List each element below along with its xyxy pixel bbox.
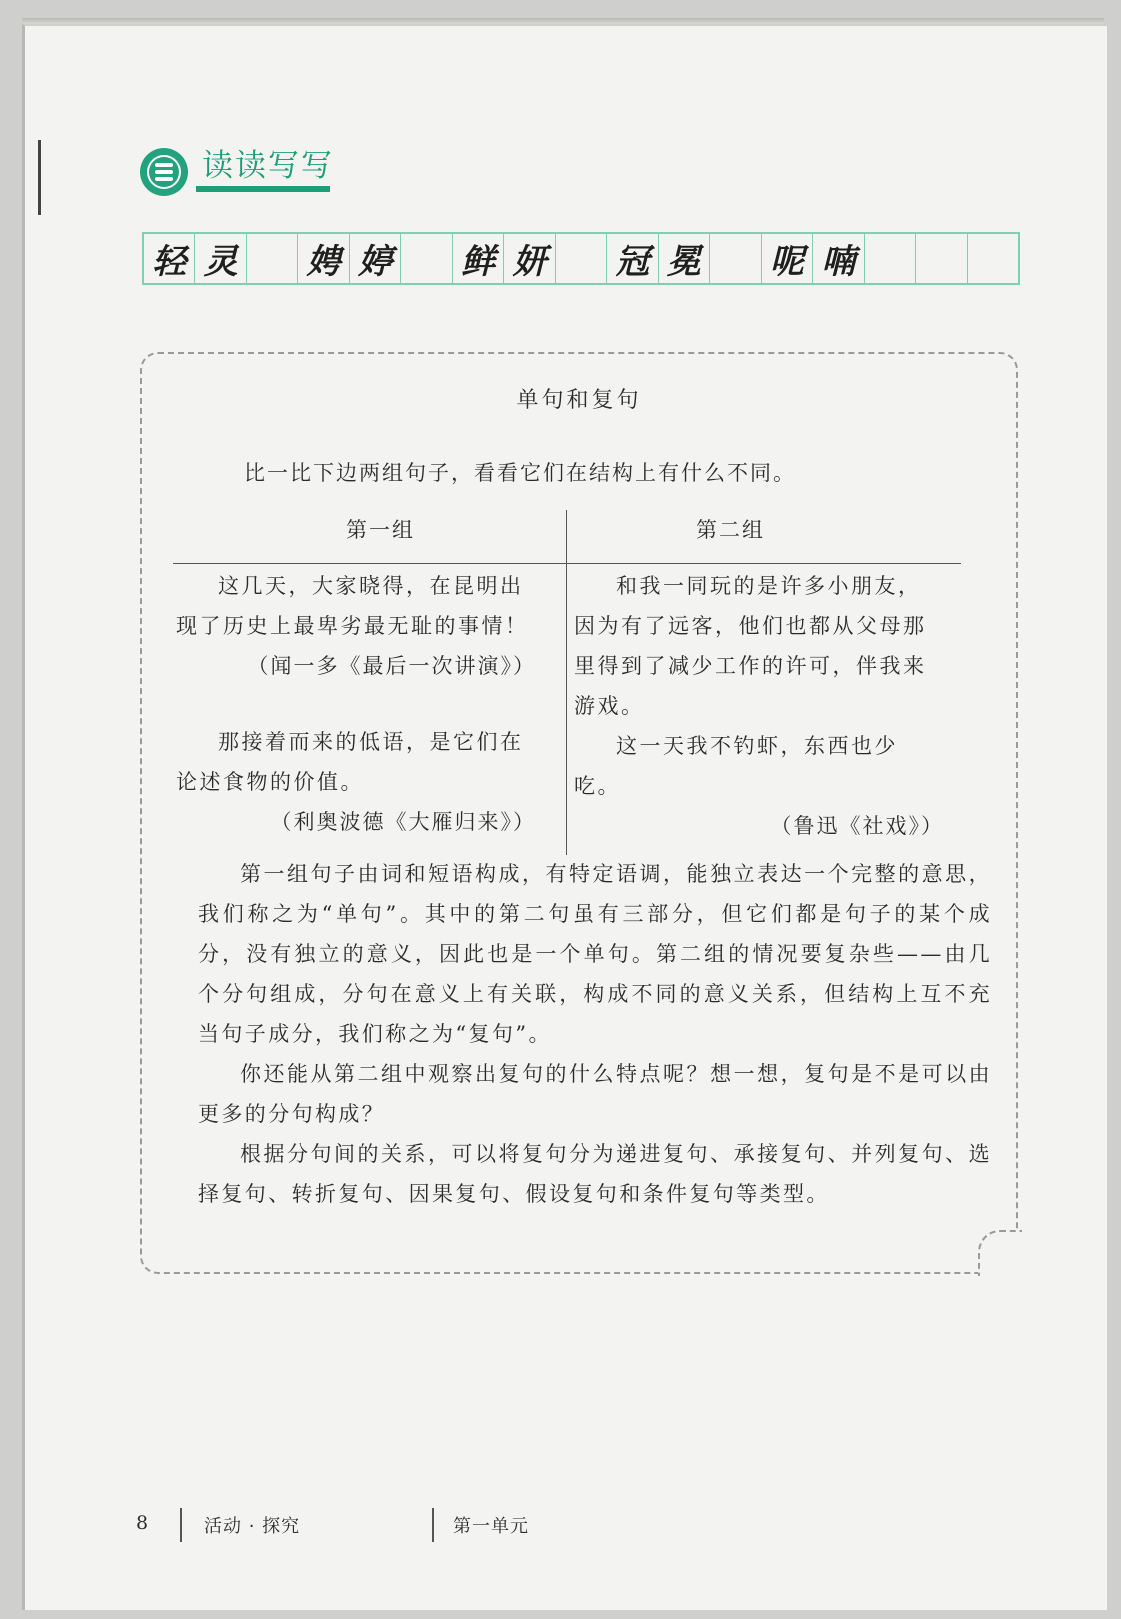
vocab-cell-blank xyxy=(710,234,761,283)
section-number-icon xyxy=(140,148,188,196)
example-text: 这几天，大家晓得，在昆明出现了历史上最卑劣最无耻的事情！ xyxy=(176,574,529,638)
example-source: （鲁迅《社戏》） xyxy=(770,814,944,838)
vocab-cell-blank xyxy=(556,234,607,283)
vocab-cell-blank xyxy=(247,234,298,283)
vocab-cell: 娉 xyxy=(298,234,349,283)
footer-unit: 第一单元 xyxy=(453,1516,529,1537)
knowledge-title: 单句和复句 xyxy=(516,388,642,413)
vocab-cell: 婷 xyxy=(350,234,401,283)
footer-separator xyxy=(432,1508,434,1542)
explanation-paragraph: 第一组句子由词和短语构成，有特定语调，能独立表达一个完整的意思，我们称之为“单句”。其中的第二句虽有三部分，但它们都是句子的某个成分，没有独立的意义，因此也是一个单句。第二组的情况要复杂些——由几个分句组成，分句在意义上有关联，构成不同的意义关系，但结构上互不充当句子成分，我们称之为“复句”。 xyxy=(198,862,992,1046)
example-source: （利奥波德《大雁归来》） xyxy=(270,810,536,834)
vocab-cell: 鲜 xyxy=(453,234,504,283)
explanation-text xyxy=(198,854,992,1214)
vocab-cell-blank xyxy=(968,234,1018,283)
explanation-paragraph: 根据分句间的关系，可以将复句分为递进复句、承接复句、并列复句、选择复句、转折复句、因果复句、假设复句和条件复句等类型。 xyxy=(198,1142,992,1206)
section-title: 读读写写 xyxy=(202,148,334,184)
vocab-cell: 冕 xyxy=(659,234,710,283)
page-margin-mark xyxy=(38,140,41,215)
group-one-example-1 xyxy=(176,566,536,686)
vocab-cell-blank xyxy=(865,234,916,283)
example-text: 和我一同玩的是许多小朋友，因为有了远客，他们也都从父母那里得到了减少工作的许可，伴我来游戏。 xyxy=(574,574,927,718)
explanation-paragraph: 你还能从第二组中观察出复句的什么特点呢？想一想，复句是不是可以由更多的分句构成？ xyxy=(198,1062,992,1126)
example-source: （闻一多《最后一次讲演》） xyxy=(247,654,536,678)
group-two-heading: 第二组 xyxy=(696,518,765,542)
vocab-cell-blank xyxy=(916,234,967,283)
footer-category: 活动 · 探究 xyxy=(204,1516,301,1537)
group-two-example-2 xyxy=(574,726,944,846)
section-title-underline xyxy=(196,186,330,192)
vocab-cell: 灵 xyxy=(195,234,246,283)
group-one-heading: 第一组 xyxy=(346,518,415,542)
group-one-example-2 xyxy=(176,722,536,842)
table-divider-vertical xyxy=(566,510,567,855)
knowledge-intro: 比一比下边两组句子，看看它们在结构上有什么不同。 xyxy=(244,461,796,485)
vocab-cell: 喃 xyxy=(813,234,864,283)
example-text: 那接着而来的低语，是它们在论述食物的价值。 xyxy=(176,730,524,794)
vocabulary-grid xyxy=(142,232,1020,285)
footer-separator xyxy=(180,1508,182,1542)
example-text: 这一天我不钓虾，东西也少吃。 xyxy=(574,734,898,798)
vocab-cell: 冠 xyxy=(607,234,658,283)
vocab-cell: 轻 xyxy=(144,234,195,283)
group-two-example-1 xyxy=(574,566,944,726)
vocab-cell: 妍 xyxy=(504,234,555,283)
table-divider-horizontal xyxy=(173,563,961,564)
page-number: 8 xyxy=(136,1512,149,1534)
vocab-cell-blank xyxy=(401,234,452,283)
knowledge-box-corner xyxy=(978,1230,1022,1276)
vocab-cell: 呢 xyxy=(762,234,813,283)
